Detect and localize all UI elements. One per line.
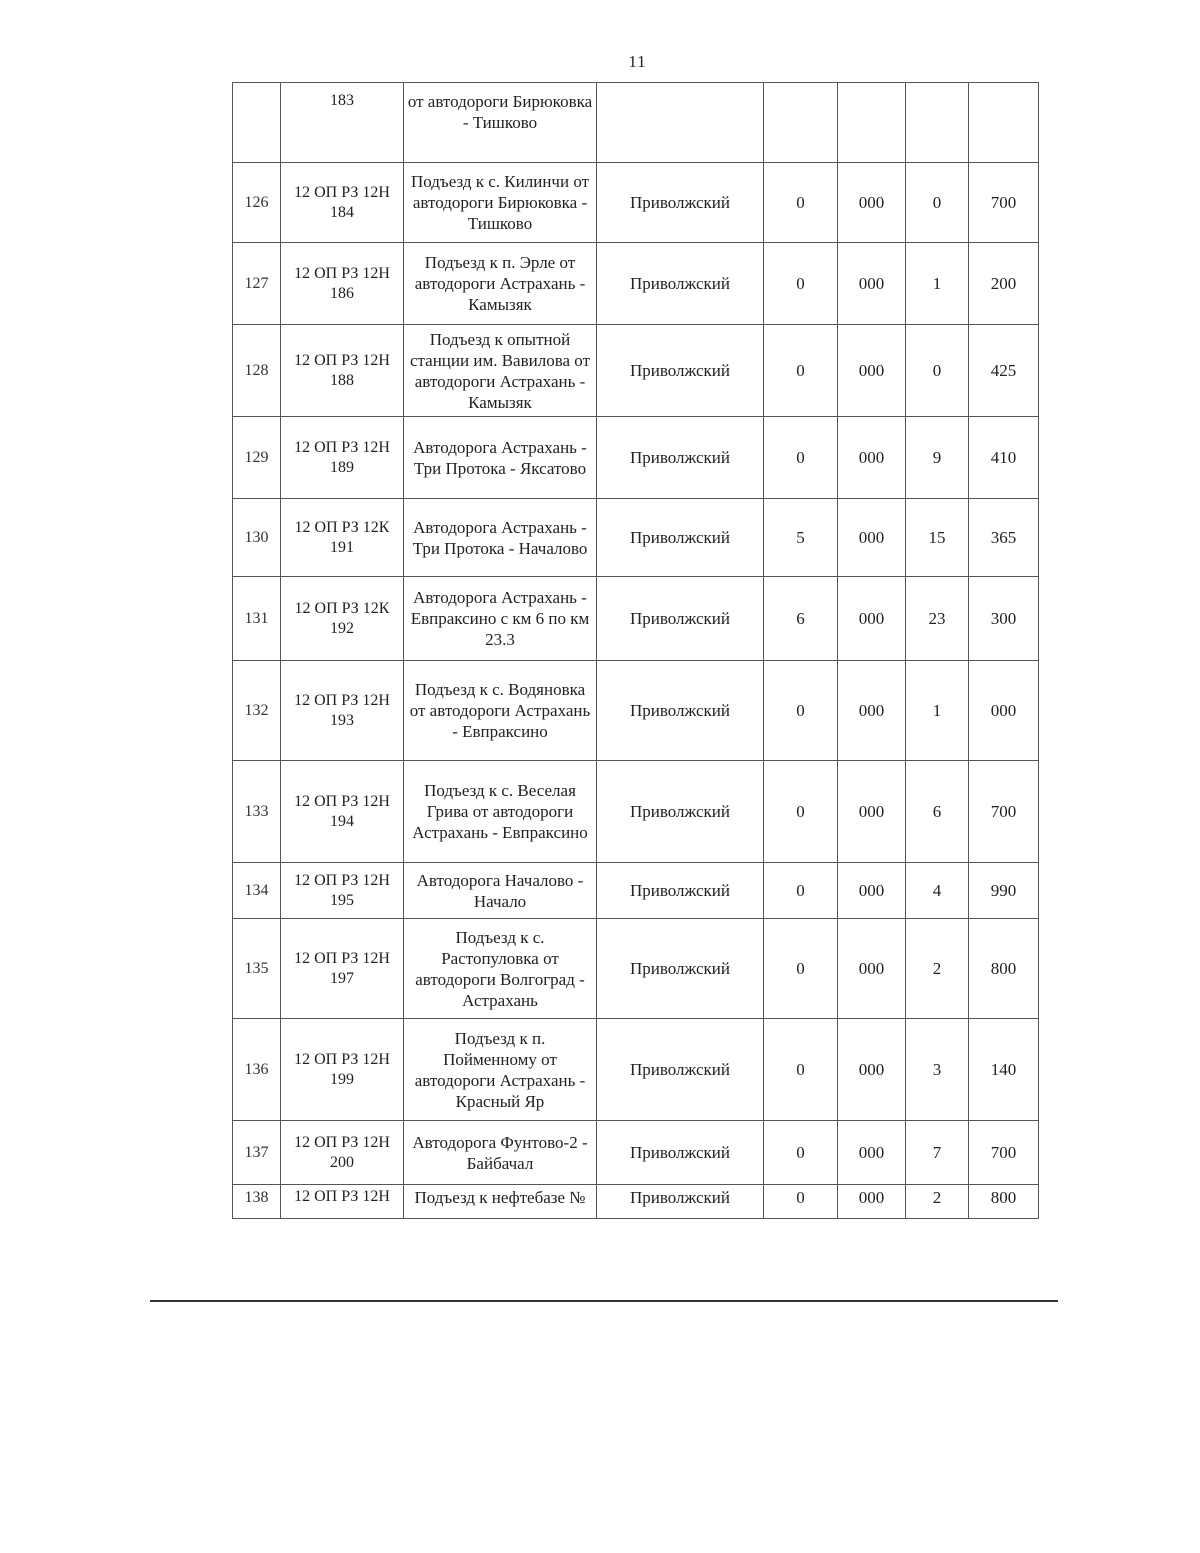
cell-name: Подъезд к с. Килинчи от автодороги Бирюковка - Тишково xyxy=(404,163,597,243)
cell-code: 12 ОП РЗ 12Н 200 xyxy=(281,1121,404,1185)
cell-number: 128 xyxy=(233,325,281,417)
cell-district: Приволжский xyxy=(597,1019,764,1121)
cell-m-start: 000 xyxy=(838,243,906,325)
cell-name: Подъезд к п. Пойменному от автодороги Астрахань - Красный Яр xyxy=(404,1019,597,1121)
cell-district: Приволжский xyxy=(597,325,764,417)
cell-m-end xyxy=(969,83,1039,163)
cell-number: 136 xyxy=(233,1019,281,1121)
cell-district: Приволжский xyxy=(597,919,764,1019)
table-row xyxy=(233,1185,1039,1219)
cell-district: Приволжский xyxy=(597,577,764,661)
cell-m-end: 365 xyxy=(969,499,1039,577)
table-row xyxy=(233,325,1039,417)
cell-number xyxy=(233,83,281,163)
cell-code: 12 ОП РЗ 12Н 193 xyxy=(281,661,404,761)
cell-code: 12 ОП РЗ 12Н 194 xyxy=(281,761,404,863)
cell-number: 137 xyxy=(233,1121,281,1185)
cell-district: Приволжский xyxy=(597,761,764,863)
table-row xyxy=(233,577,1039,661)
cell-name: Автодорога Астрахань - Три Протока - Яксатово xyxy=(404,417,597,499)
cell-km-end: 3 xyxy=(906,1019,969,1121)
cell-code: 183 xyxy=(281,83,404,163)
table-row xyxy=(233,1121,1039,1185)
cell-km-start: 6 xyxy=(764,577,838,661)
page-number: 11 xyxy=(628,52,647,71)
cell-km-end: 9 xyxy=(906,417,969,499)
cell-number: 133 xyxy=(233,761,281,863)
cell-m-start: 000 xyxy=(838,1185,906,1219)
cell-m-end: 200 xyxy=(969,243,1039,325)
cell-m-start: 000 xyxy=(838,919,906,1019)
cell-km-start: 0 xyxy=(764,1019,838,1121)
cell-m-end: 700 xyxy=(969,761,1039,863)
cell-km-start: 0 xyxy=(764,417,838,499)
cell-district: Приволжский xyxy=(597,661,764,761)
cell-km-end: 23 xyxy=(906,577,969,661)
cell-m-end: 000 xyxy=(969,661,1039,761)
cell-number: 130 xyxy=(233,499,281,577)
cell-km-start: 0 xyxy=(764,919,838,1019)
cell-code: 12 ОП РЗ 12Н 195 xyxy=(281,863,404,919)
cell-m-end: 700 xyxy=(969,1121,1039,1185)
cell-code: 12 ОП РЗ 12Н 188 xyxy=(281,325,404,417)
cell-km-end xyxy=(906,83,969,163)
cell-number: 126 xyxy=(233,163,281,243)
cell-m-start: 000 xyxy=(838,163,906,243)
cell-name: Подъезд к с. Растопуловка от автодороги Волгоград - Астрахань xyxy=(404,919,597,1019)
cell-m-end: 410 xyxy=(969,417,1039,499)
cell-code: 12 ОП РЗ 12Н 189 xyxy=(281,417,404,499)
cell-name: Автодорога Астрахань - Евпраксино с км 6 по км 23.3 xyxy=(404,577,597,661)
cell-m-start xyxy=(838,83,906,163)
cell-km-start xyxy=(764,83,838,163)
cell-m-end: 425 xyxy=(969,325,1039,417)
cell-name: Подъезд к опытной станции им. Вавилова от автодороги Астрахань - Камызяк xyxy=(404,325,597,417)
cell-district: Приволжский xyxy=(597,243,764,325)
cell-m-start: 000 xyxy=(838,499,906,577)
cell-district: Приволжский xyxy=(597,863,764,919)
cell-km-end: 7 xyxy=(906,1121,969,1185)
table-row xyxy=(233,243,1039,325)
table-body xyxy=(233,83,1039,1219)
cell-km-end: 6 xyxy=(906,761,969,863)
cell-name: Подъезд к нефтебазе № xyxy=(404,1185,597,1219)
cell-km-start: 0 xyxy=(764,325,838,417)
cell-code: 12 ОП РЗ 12К 191 xyxy=(281,499,404,577)
cell-district: Приволжский xyxy=(597,1121,764,1185)
cell-code: 12 ОП РЗ 12Н xyxy=(281,1185,404,1219)
cell-m-start: 000 xyxy=(838,1019,906,1121)
cell-m-start: 000 xyxy=(838,863,906,919)
cell-km-start: 0 xyxy=(764,243,838,325)
table-row xyxy=(233,1019,1039,1121)
cell-m-end: 800 xyxy=(969,1185,1039,1219)
cell-m-start: 000 xyxy=(838,325,906,417)
cell-km-start: 0 xyxy=(764,163,838,243)
table-row xyxy=(233,919,1039,1019)
cell-km-end: 2 xyxy=(906,919,969,1019)
table-row xyxy=(233,661,1039,761)
cell-code: 12 ОП РЗ 12Н 197 xyxy=(281,919,404,1019)
cell-district: Приволжский xyxy=(597,163,764,243)
cell-name: Подъезд к с. Веселая Грива от автодороги Астрахань - Евпраксино xyxy=(404,761,597,863)
cell-km-end: 0 xyxy=(906,325,969,417)
cell-number: 132 xyxy=(233,661,281,761)
cell-km-start: 0 xyxy=(764,761,838,863)
cell-name: Автодорога Началово - Начало xyxy=(404,863,597,919)
cell-km-start: 0 xyxy=(764,1185,838,1219)
cell-m-end: 990 xyxy=(969,863,1039,919)
cell-km-end: 2 xyxy=(906,1185,969,1219)
roads-table-container xyxy=(232,82,1038,1219)
cell-number: 127 xyxy=(233,243,281,325)
table-row xyxy=(233,761,1039,863)
cell-m-start: 000 xyxy=(838,1121,906,1185)
cell-km-start: 0 xyxy=(764,863,838,919)
cell-code: 12 ОП РЗ 12Н 186 xyxy=(281,243,404,325)
cell-district: Приволжский xyxy=(597,417,764,499)
cell-m-start: 000 xyxy=(838,417,906,499)
cell-code: 12 ОП РЗ 12К 192 xyxy=(281,577,404,661)
cell-km-end: 1 xyxy=(906,243,969,325)
cell-m-end: 140 xyxy=(969,1019,1039,1121)
cell-km-start: 5 xyxy=(764,499,838,577)
cell-m-end: 800 xyxy=(969,919,1039,1019)
cell-district xyxy=(597,83,764,163)
cell-name: Автодорога Астрахань - Три Протока - Началово xyxy=(404,499,597,577)
cell-m-start: 000 xyxy=(838,577,906,661)
table-row xyxy=(233,499,1039,577)
cell-number: 138 xyxy=(233,1185,281,1219)
cell-km-start: 0 xyxy=(764,1121,838,1185)
cell-number: 134 xyxy=(233,863,281,919)
table-row xyxy=(233,417,1039,499)
cell-km-start: 0 xyxy=(764,661,838,761)
cell-district: Приволжский xyxy=(597,499,764,577)
cell-name: от автодороги Бирюковка - Тишково xyxy=(404,83,597,163)
table-row xyxy=(233,83,1039,163)
cell-code: 12 ОП РЗ 12Н 199 xyxy=(281,1019,404,1121)
cell-number: 135 xyxy=(233,919,281,1019)
cell-name: Подъезд к с. Водяновка от автодороги Астрахань - Евпраксино xyxy=(404,661,597,761)
cell-km-end: 15 xyxy=(906,499,969,577)
cell-name: Подъезд к п. Эрле от автодороги Астрахань - Камызяк xyxy=(404,243,597,325)
cell-m-end: 700 xyxy=(969,163,1039,243)
cell-district: Приволжский xyxy=(597,1185,764,1219)
table-row xyxy=(233,163,1039,243)
cell-km-end: 1 xyxy=(906,661,969,761)
cell-name: Автодорога Фунтово-2 - Байбачал xyxy=(404,1121,597,1185)
cell-km-end: 0 xyxy=(906,163,969,243)
cell-number: 129 xyxy=(233,417,281,499)
cell-number: 131 xyxy=(233,577,281,661)
cell-m-end: 300 xyxy=(969,577,1039,661)
table-row xyxy=(233,863,1039,919)
cell-m-start: 000 xyxy=(838,761,906,863)
cell-km-end: 4 xyxy=(906,863,969,919)
cell-code: 12 ОП РЗ 12Н 184 xyxy=(281,163,404,243)
footer-rule xyxy=(150,1300,1058,1302)
roads-table xyxy=(232,82,1039,1219)
cell-m-start: 000 xyxy=(838,661,906,761)
